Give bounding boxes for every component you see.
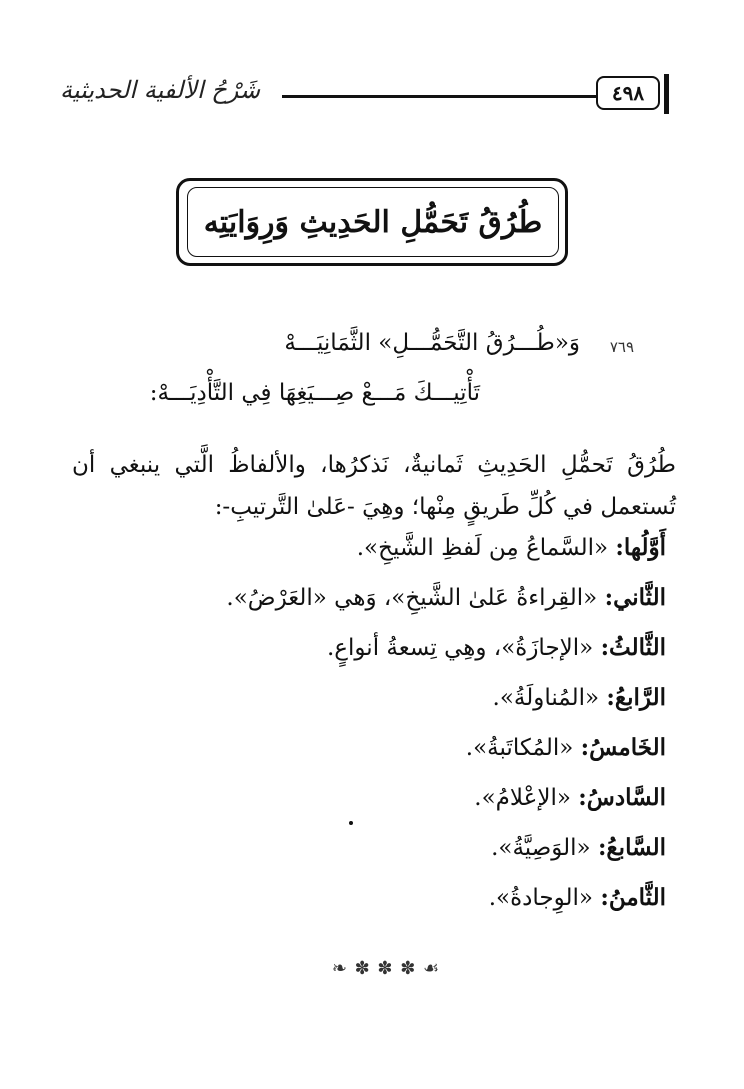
item-key: الثَّاني: — [604, 584, 666, 611]
end-ornament: ❧ ✽ ✽ ✽ ☙ — [331, 957, 441, 979]
item-value: «المُكاتَبةُ». — [465, 735, 581, 761]
page-header — [60, 74, 676, 114]
running-title: شَرْحُ الألفية الحديثية — [60, 76, 261, 104]
list-item — [100, 584, 666, 634]
list-item — [100, 534, 666, 584]
item-value: «الإعْلامُ». — [474, 785, 579, 811]
methods-list — [100, 534, 666, 934]
item-value: «الوَصِيَّةُ». — [491, 835, 598, 861]
item-key: السَّادسُ: — [578, 784, 666, 811]
item-value: «الإجازَةُ»، وهِي تِسعةُ أنواعٍ. — [327, 635, 601, 661]
verse-number: ٧٦٩ — [609, 338, 634, 356]
chapter-title: طُرُقُ تَحَمُّلِ الحَدِيثِ وَرِوَايَتِه — [203, 204, 543, 240]
item-value: «السَّماعُ مِن لَفظِ الشَّيخِ». — [356, 535, 616, 561]
item-key: الخَامسُ: — [580, 734, 666, 761]
item-key: الرَّابعُ: — [606, 684, 666, 711]
item-key: أَوَّلُها: — [615, 534, 666, 561]
item-value: «القِراءةُ عَلىٰ الشَّيخِ»، وَهي «العَرْضُ». — [226, 585, 605, 611]
list-item — [100, 884, 666, 934]
item-value: «الوِجادةُ». — [488, 885, 601, 911]
item-key: الثَّالثُ: — [600, 634, 666, 661]
chapter-title-frame — [176, 178, 568, 266]
verse-block — [120, 330, 634, 430]
chapter-title-inner-frame — [187, 187, 559, 257]
list-item — [100, 734, 666, 784]
list-item — [100, 834, 666, 884]
stray-dot — [349, 821, 353, 825]
intro-paragraph: طُرُقُ تَحمُّلِ الحَدِيثِ ثَمانيةٌ، نَذكرُها، والألفاظُ الَّتي ينبغي أن تُستعمل في كُلِّ طَريقٍ مِنْها؛ وهِيَ -عَلىٰ التَّرتيبِ-: — [72, 452, 676, 520]
page-number: ٤٩٨ — [596, 76, 660, 110]
list-item — [100, 784, 666, 834]
verse-line-1: وَ«طُـــرُقُ التَّحَمُّـــلِ» الثَّمَانِيَـــهْ — [284, 330, 580, 356]
page-number-bar — [664, 74, 669, 114]
item-key: السَّابعُ: — [597, 834, 666, 861]
header-rule — [282, 95, 650, 98]
item-value: «المُناولَةُ». — [492, 685, 607, 711]
item-key: الثَّامنُ: — [600, 884, 666, 911]
list-item — [100, 634, 666, 684]
verse-line-2: تَأْتِيـــكَ مَـــعْ صِـــيَغِهَا فِي التَّأْدِيَـــهْ: — [149, 380, 480, 406]
list-item — [100, 684, 666, 734]
